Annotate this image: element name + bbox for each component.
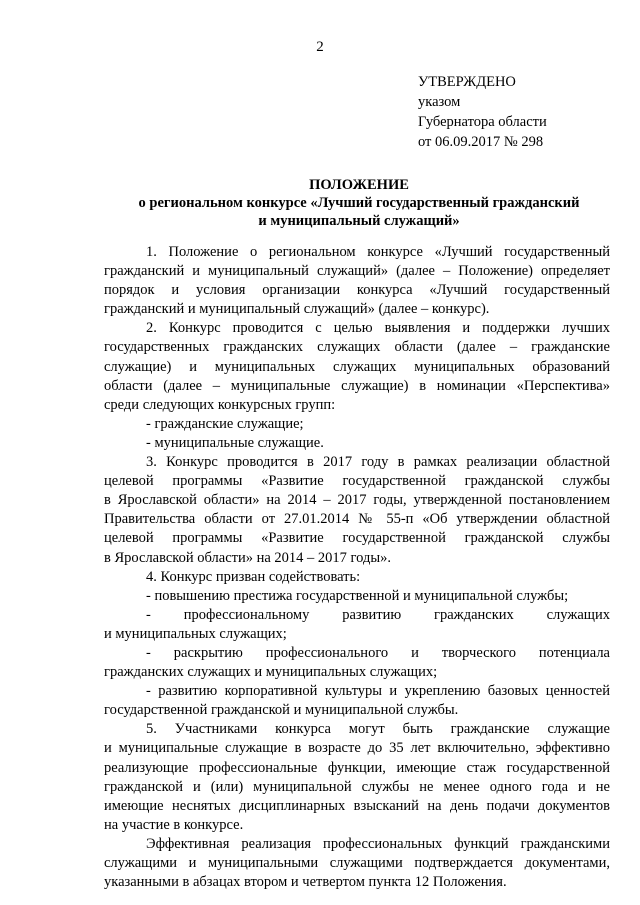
body-line: указанными в абзацах втором и четвертом пункта 12 Положения. [104, 874, 507, 891]
body-line: целевой программы «Развитие государственной гражданской службы [104, 473, 610, 490]
body-line: 3. Конкурс проводится в 2017 году в рамках реализации областной [146, 454, 610, 471]
body-line: 1. Положение о региональном конкурсе «Лучший государственный [146, 244, 610, 260]
body-line: в Ярославской области» на 2014 – 2017 годы». [104, 549, 391, 566]
approval-stamp-title: УТВЕРЖДЕНО [418, 74, 516, 90]
body-line: - развитию корпоративной культуры и укреплению базовых ценностей [146, 683, 610, 700]
body-line: гражданский и муниципальный служащий» (далее – Положение) определяет [104, 263, 610, 280]
body-line: 4. Конкурс призван содействовать: [146, 568, 361, 585]
body-line: среди следующих конкурсных групп: [104, 396, 336, 413]
body-line: Правительства области от 27.01.2014 № 55-п «Об утверждении областной [104, 511, 610, 528]
body-line: - профессиональному развитию гражданских служащих [146, 606, 610, 623]
body-line: - раскрытию профессионального и творческого потенциала [146, 644, 610, 661]
body-line: - муниципальные служащие. [146, 434, 324, 451]
document-title: ПОЛОЖЕНИЕ [309, 177, 409, 193]
body-line: и муниципальные служащие в возрасте до 35 лет включительно, эффективно [104, 740, 610, 757]
body-line: на участие в конкурсе. [104, 816, 244, 833]
document-heading [104, 176, 614, 230]
body-line: области (далее – муниципальные служащие) в номинации «Перспектива» [104, 377, 610, 394]
body-line: имеющие неснятых дисциплинарных взысканий на день подачи документов [104, 797, 610, 814]
body-line: Эффективная реализация профессиональных функций гражданскими [146, 835, 610, 852]
approval-date-number: от 06.09.2017 № 298 [418, 134, 544, 150]
body-line: государственной гражданской и муниципальной службы. [104, 702, 459, 719]
approval-block [418, 72, 547, 152]
document-subtitle-line-2: и муниципальный служащий» [258, 213, 460, 229]
body-line: целевой программы «Развитие государственной гражданской службы [104, 530, 610, 547]
body-line: государственных гражданских служащих области (далее – гражданские [104, 339, 610, 356]
body-line: 5. Участниками конкурса могут быть гражданские служащие [146, 721, 610, 738]
body-line: гражданский и муниципальный служащий» (далее – конкурс). [104, 301, 490, 318]
body-line: служащими и муниципальными служащими подтверждается документами, [104, 855, 610, 871]
document-subtitle-line-1: о региональном конкурсе «Лучший государственный гражданский [138, 195, 580, 211]
body-line: в Ярославской области» на 2014 – 2017 годы, утвержденной постановлением [104, 492, 610, 509]
body-line: служащие) и муниципальных служащих муниципальных образований [104, 358, 610, 375]
body-line: реализующие профессиональные функции, имеющие стаж государственной [104, 759, 610, 776]
body-line: 2. Конкурс проводится с целью выявления и поддержки лучших [146, 320, 610, 337]
body-line: - гражданские служащие; [146, 415, 304, 432]
body-line: гражданских служащих и муниципальных служащих; [104, 664, 438, 681]
document-body [104, 243, 610, 892]
body-line: и муниципальных служащих; [104, 625, 287, 642]
body-line: порядок и условия организации конкурса «Лучший государственный [104, 282, 610, 299]
body-line: - повышению престижа государственной и муниципальной службы; [146, 587, 569, 604]
approval-decree-label: указом [418, 94, 461, 110]
approval-authority: Губернатора области [418, 114, 547, 130]
body-line: гражданской и (или) муниципальной службы не менее одного года и не [104, 778, 610, 795]
page-number: 2 [316, 39, 324, 55]
